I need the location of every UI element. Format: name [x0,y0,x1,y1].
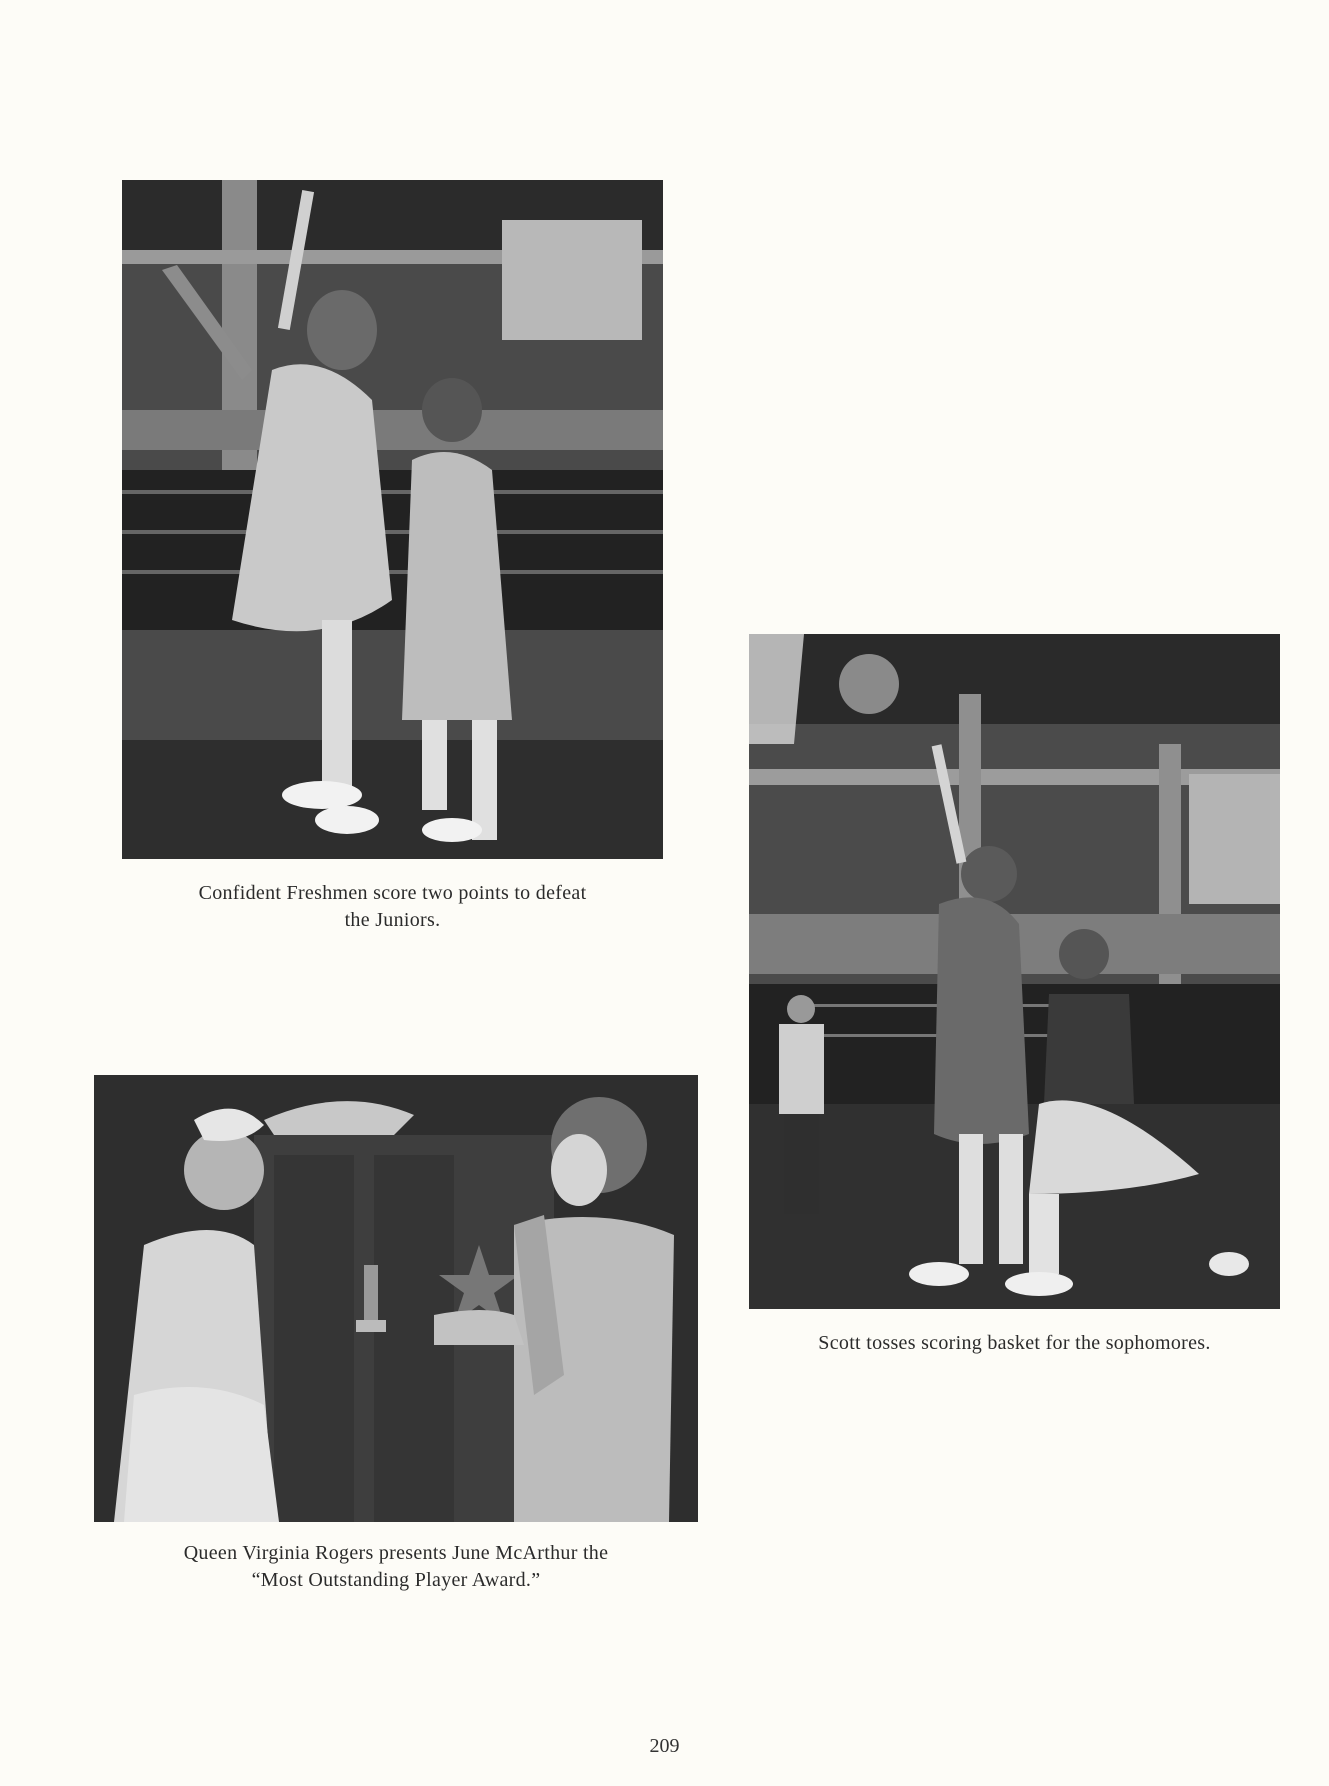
caption-sophomores [749,1330,1280,1357]
caption-freshmen-line2: the Juniors. [344,909,441,931]
caption-freshmen-line1: Confident Freshmen score two points to defeat [198,882,587,904]
photo-freshmen-jump-ball [122,180,663,859]
photo-award-presentation [94,1075,698,1522]
photo-sophomores-basket [749,634,1280,1309]
caption-award-line1: Queen Virginia Rogers presents June McArthur the [183,1542,609,1564]
caption-sophomores-line1: Scott tosses scoring basket for the sophomores. [818,1332,1211,1354]
caption-award [94,1540,698,1594]
caption-freshmen [122,880,663,934]
caption-award-line2: “Most Outstanding Player Award.” [251,1569,541,1591]
page-number: 209 [649,1735,680,1757]
